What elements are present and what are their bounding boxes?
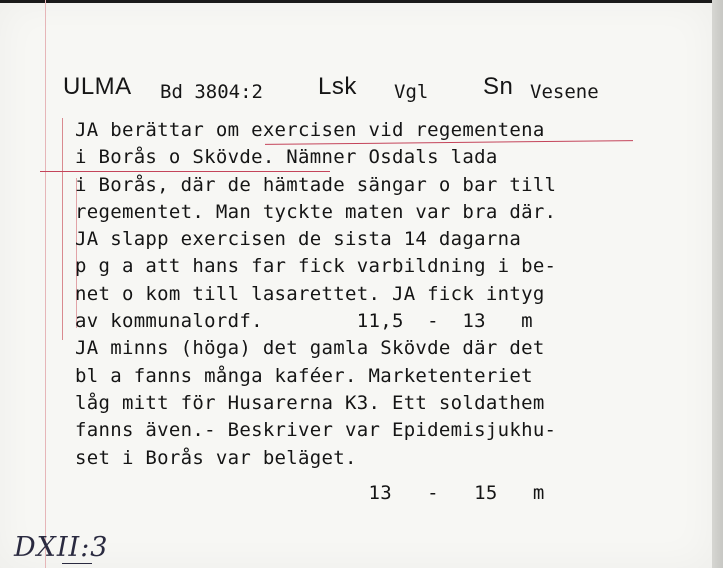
- card-right-edge: [712, 0, 723, 568]
- socken-value: Vesene: [530, 81, 599, 103]
- card-top-edge: [0, 0, 723, 3]
- body-line: p g a att hans far fick varbildning i be-: [75, 255, 557, 278]
- lsk-label: Lsk: [318, 73, 357, 100]
- archive-code: ULMA: [63, 73, 132, 100]
- body-line: JA berättar om exercisen vid regementena: [75, 119, 545, 141]
- body-line: bl a fanns många kaféer. Marketenteriet: [75, 364, 533, 387]
- sn-label: Sn: [483, 73, 514, 100]
- volume-number: Bd 3804:2: [160, 81, 263, 103]
- body-line: set i Borås var beläget.: [75, 446, 357, 469]
- margin-rule: [45, 0, 46, 568]
- body-line: JA slapp exercisen de sista 14 dagarna: [75, 228, 522, 251]
- red-margin-mark: [62, 118, 63, 340]
- body-line: fanns även.- Beskriver var Epidemisjukhu-: [75, 419, 557, 442]
- landskap-value: Vgl: [394, 81, 429, 103]
- body-line: i Borås o Skövde. Nämner Osdals lada: [75, 146, 498, 169]
- shelf-mark-underline: [62, 563, 92, 564]
- body-line: regementet. Man tyckte maten var bra där.: [75, 200, 557, 223]
- body-line: låg mitt för Husarerna K3. Ett soldathem: [75, 391, 545, 414]
- card-header: [63, 73, 703, 113]
- body-line: net o kom till lasarettet. JA fick intyg: [75, 282, 545, 305]
- body-line-timestamp: 13 - 15 m: [75, 481, 545, 504]
- body-line: i Borås, där de hämtade sängar o bar till: [75, 173, 557, 196]
- body-line: JA minns (höga) det gamla Skövde där det: [75, 337, 545, 360]
- handwritten-shelf-mark: DXII:3: [14, 532, 109, 563]
- card-body-text: [75, 117, 695, 507]
- body-line-timestamp: av kommunalordf. 11,5 - 13 m: [75, 310, 533, 333]
